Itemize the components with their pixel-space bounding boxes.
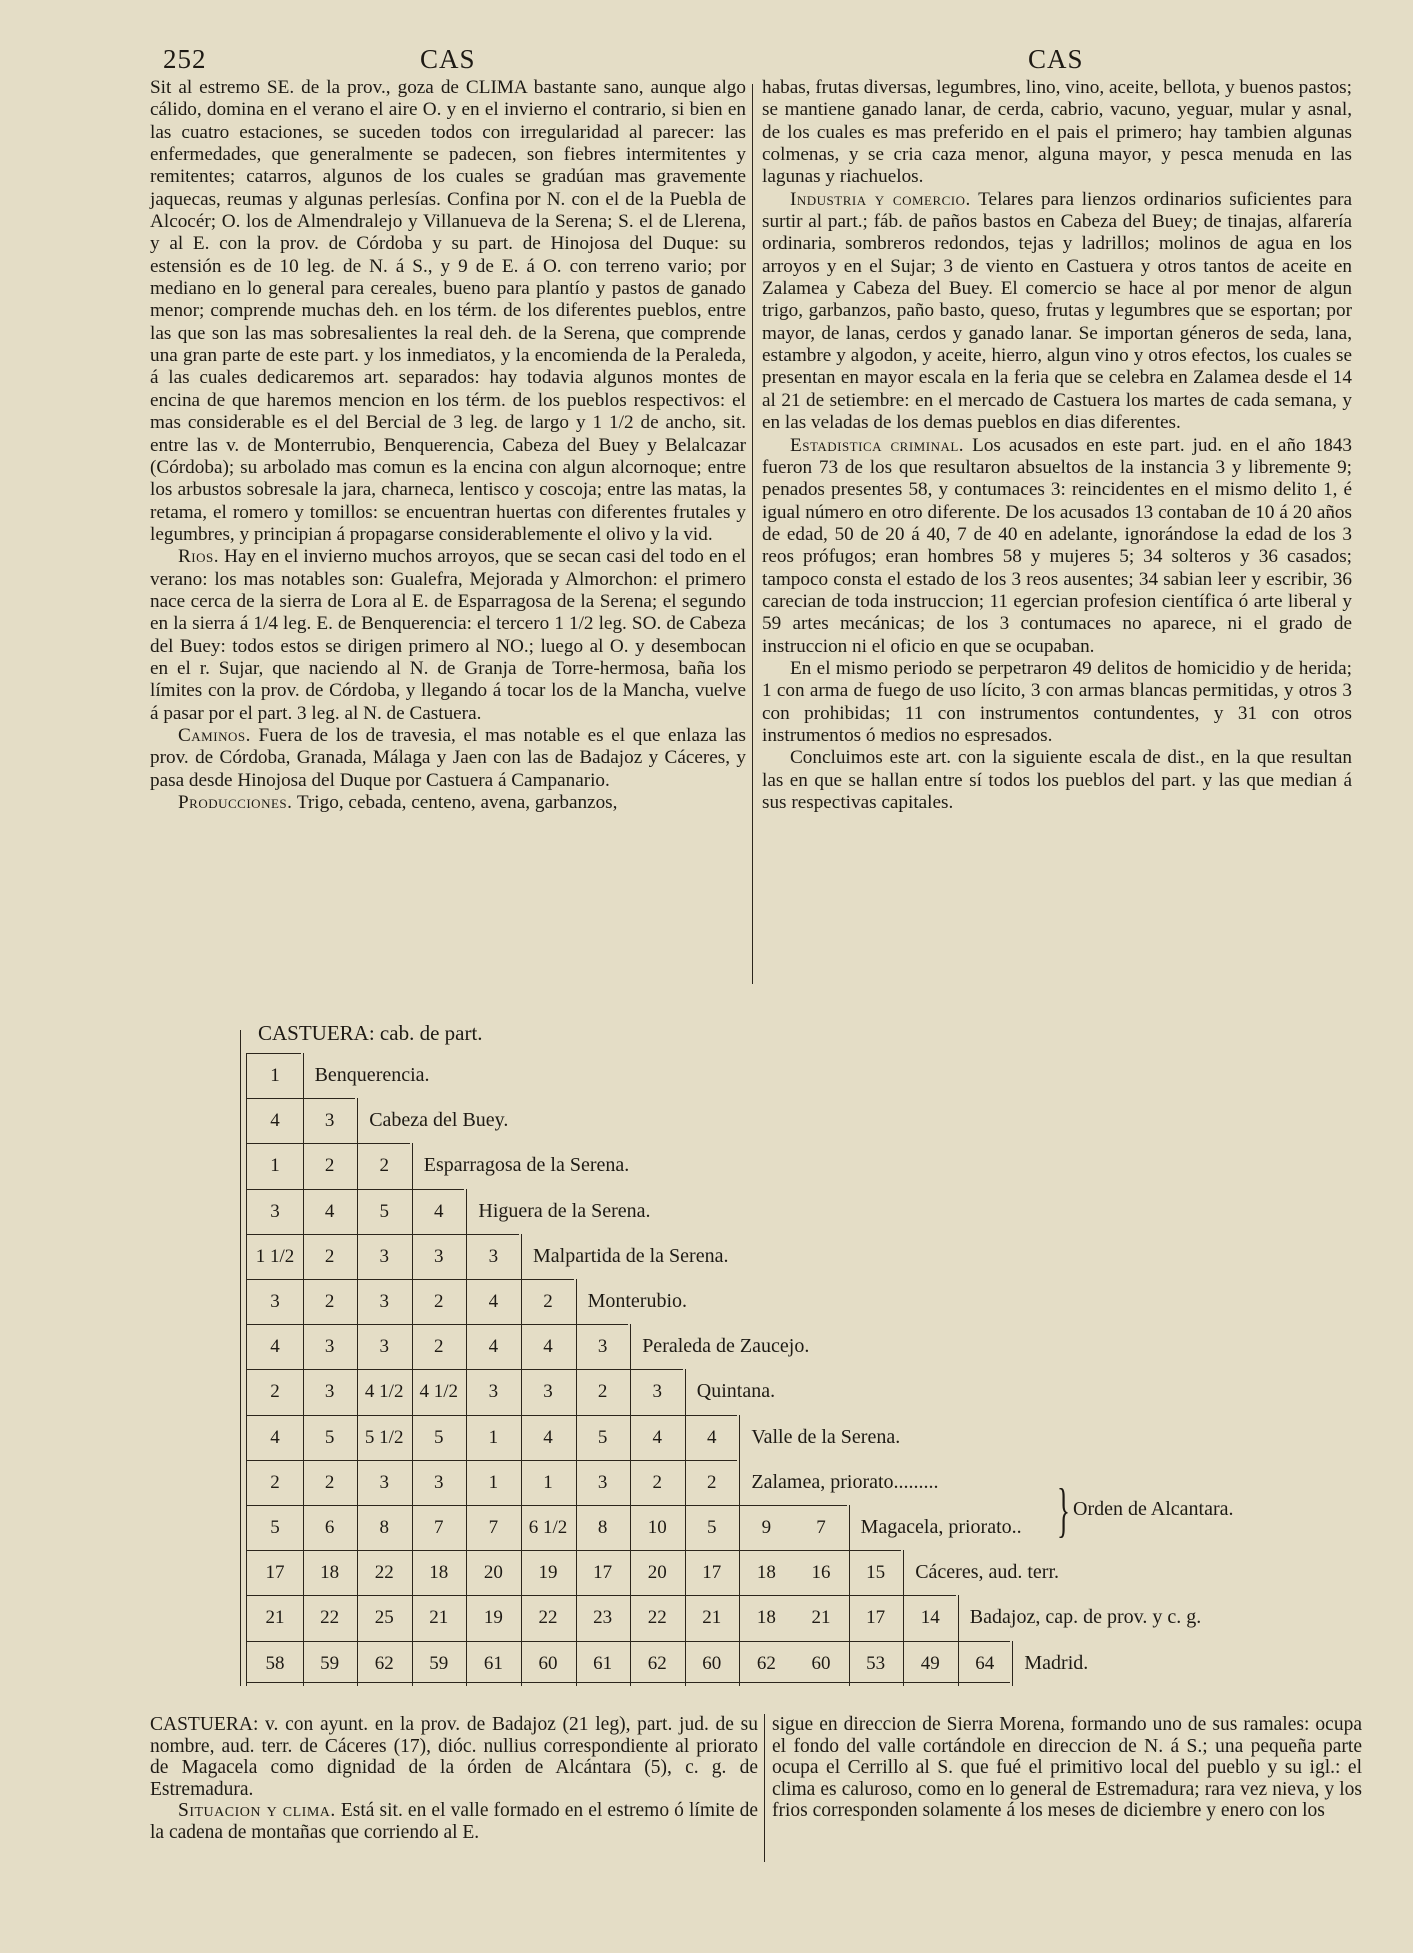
distance-cell: 2 (324, 1471, 335, 1493)
distance-cell: 2 (434, 1291, 444, 1312)
row-rule (246, 1415, 737, 1416)
table-bottom-rule (246, 1682, 1010, 1683)
distance-cell: 62 (647, 1652, 667, 1674)
distance-cell: 3 (324, 1336, 335, 1358)
castuera-headword: CASTUERA (150, 1714, 253, 1735)
step-rule (739, 1415, 740, 1686)
distance-cell: 5 (270, 1517, 280, 1538)
distance-cell: 18 (429, 1562, 449, 1584)
distance-cell: 60 (538, 1652, 558, 1674)
distance-cell: 22 (374, 1562, 394, 1584)
caminos-paragraph (150, 725, 746, 792)
town-name: Madrid. (1024, 1651, 1089, 1674)
distance-cell: 1 (270, 1065, 280, 1086)
row-rule (246, 1460, 737, 1461)
town-name: Valle de la Serena. (751, 1425, 901, 1448)
town-name: Peraleda de Zaucejo. (642, 1335, 810, 1358)
distance-cell: 4 (707, 1426, 717, 1448)
distance-cell: 19 (538, 1562, 558, 1584)
distance-cell: 1 1/2 (255, 1245, 295, 1267)
distance-cell: 3 (379, 1245, 389, 1267)
town-name: Malpartida de la Serena. (533, 1244, 729, 1267)
distance-cell: 7 (488, 1517, 499, 1538)
distance-cell: 2 (324, 1155, 335, 1177)
distance-cell: 3 (652, 1381, 662, 1403)
step-rule (1012, 1641, 1013, 1686)
town-name: Higuera de la Serena. (478, 1199, 651, 1222)
distance-cell: 6 (324, 1517, 335, 1538)
distance-cell: 3 (324, 1381, 335, 1403)
distance-cell: 3 (270, 1200, 280, 1222)
distance-cell: 22 (538, 1607, 558, 1629)
distance-cell: 18 (756, 1607, 776, 1629)
climate-paragraph: Sit al estremo SE. de la prov., goza de CLIMA bastante sano, aunque algo cálido, domina en el verano el aire O. y en el invierno el contrario, si bien en las cuatro estaciones, se suceden todos con irregularidad al parecer: las enfermedades, que generalmente se padecen, son fiebres intermitentes y remitentes; catarros, algunos de los cuales se gradúan mas gravemente jaquecas, reumas y algunas perlesías. Confina por N. con el de la Puebla de Alcocér; O. los de Almendralejo y Villanueva de la Serena; S. el de Llerena, y al E. con la prov. de Córdoba y su part. de Hinojosa del Duque: su estensión es de 10 leg. de N. á S., y 9 de E. á O. con terreno vario; por mediano en lo general para cereales, bueno para plantío y pastos de ganado menor; comprende muchas deh. en los térm. de los diferentes pueblos, entre las que son las mas sobresalientes la real deh. de la Serena, que comprende una gran parte de este part. y los inmediatos, y la encomienda de la Peraleda, á las cuales dedicaremos art. separados: hay todavia algunos montes de encina de que haremos mencion en los térm. de los pueblos respectivos: el mas considerable es el del Bercial de 3 leg. de largo y 1 1/2 de ancho, sit. entre las v. de Monterrubio, Benquerencia, Cabeza del Buey y Belalcazar (Córdoba); su arbolado mas comun es la encina con algun alcornoque; entre los arbustos sobresale la jara, charneca, lentisco y coscoja; entre las matas, la retama, el romero y tomillos: se encuentran huertas con diferentes frutales y legumbres, y principian á propagarse considerablemente el olivo y la vid. (150, 77, 746, 545)
distance-cell: 6 1/2 (528, 1517, 568, 1538)
distance-cell: 5 1/2 (364, 1426, 404, 1448)
distance-cell: 60 (702, 1652, 722, 1674)
distance-cell: 2 (379, 1155, 389, 1177)
distance-cell: 2 (652, 1471, 662, 1493)
distance-cell: 3 (379, 1291, 389, 1312)
situacion-label: Situacion y clima. (178, 1800, 336, 1822)
industria-text: Telares para lienzos ordinarios suficientes para surtir al part.; fáb. de paños bastos en Cabeza del Buey; de tinajas, alfarería ordinaria, sombreros redondos, tejas y ladrillos; molinos de agua en los arroyos y en el Sujar; 3 de viento en Castuera y otros tantos de aceite en Zalamea y Cabeza del Buey. El comercio se hace al por menor de algun trigo, garbanzos, paño basto, queso, frutas y legumbres que se esportan; por mayor, de lanas, cerdos y ganado lanar. Se importan géneros de seda, lana, estambre y algodon, y aceite, hierro, algun vino y otros efectos, los cuales se presentan en mayor escala en la feria que se celebra en Zalamea desde el 14 al 21 de setiembre: en el mercado de Castuera los martes de cada semana, y en las veladas de los demas pueblos en dias diferentes. (762, 188, 1352, 434)
distance-cell: 2 (324, 1245, 335, 1267)
distance-cell: 3 (270, 1291, 280, 1312)
running-head-right: CAS (1028, 44, 1084, 74)
distance-cell: 18 (756, 1562, 776, 1584)
distance-cell: 3 (434, 1245, 444, 1267)
right-column (762, 77, 1352, 814)
row-rule (246, 1505, 847, 1506)
bottom-column-divider (764, 1714, 765, 1862)
castuera-text: : v. con ayunt. en la prov. de Badajoz (21 leg), part. jud. de su nombre, aud. terr. de Cáceres (17), dióc. nullius correspondiente al priorato de Magacela como dignidad de la órden de Alcántara (5), c. g. de Estremadura. (150, 1714, 758, 1800)
distance-cell: 60 (811, 1652, 831, 1674)
distance-cell: 7 (816, 1517, 826, 1538)
distance-cell: 2 (434, 1336, 444, 1358)
distance-cell: 8 (597, 1517, 608, 1538)
distance-cell: 21 (702, 1607, 722, 1629)
town-name: Zalamea, priorato......... (751, 1470, 939, 1493)
distance-cell: 59 (320, 1652, 340, 1674)
distance-cell: 4 (543, 1426, 553, 1448)
distance-cell: 8 (379, 1517, 389, 1538)
distance-cell: 4 (324, 1200, 335, 1222)
distance-cell: 4 (270, 1110, 280, 1132)
distance-cell: 49 (920, 1652, 940, 1674)
town-name: Cabeza del Buey. (369, 1109, 509, 1132)
distance-cell: 4 (488, 1336, 499, 1358)
rios-paragraph (150, 546, 746, 725)
distance-cell: 16 (811, 1562, 831, 1584)
distance-cell: 22 (647, 1607, 667, 1629)
rios-text: Hay en el invierno muchos arroyos, que se secan casi del todo en el verano: los mas notables son: Gualefra, Mejorada y Almorchon: el primero nace cerca de la sierra de Lora al E. de Esparragosa de la Serena; el segundo en la sierra á 1/4 leg. E. de Benquerencia: el tercero 1 1/2 leg. SO. de Cabeza del Buey: todos estos se dirigen primero al NO.; luego al O. y desembocan en el r. Sujar, que naciendo al N. de Granja de Torre-hermosa, baña los límites con la prov. de Córdoba, y llegando á tocar los de la Mancha, vuelve á pasar por el part. 3 leg. al N. de Castuera. (150, 546, 746, 724)
distance-cell: 61 (483, 1652, 503, 1674)
estadistica-label: Estadistica criminal. (790, 434, 965, 456)
distance-cell: 4 (270, 1426, 280, 1448)
step-rule (303, 1053, 304, 1686)
bottom-right-column (772, 1714, 1362, 1822)
table-left-border (240, 1030, 241, 1686)
distance-cell: 3 (379, 1336, 389, 1358)
row-rule (246, 1324, 628, 1325)
town-name: Esparragosa de la Serena. (423, 1154, 630, 1177)
distance-cell: 2 (543, 1291, 553, 1312)
distance-cell: 4 1/2 (364, 1381, 404, 1403)
distance-cell: 1 (270, 1155, 280, 1177)
distance-cell: 3 (488, 1245, 499, 1267)
distance-cell: 18 (320, 1562, 340, 1584)
running-head-left: CAS (420, 44, 476, 74)
distance-cell: 10 (647, 1517, 667, 1538)
row-rule (246, 1595, 956, 1596)
distance-cell: 7 (434, 1517, 444, 1538)
row-rule (246, 1279, 574, 1280)
brace-symbol: } (1057, 1477, 1070, 1543)
step-rule (630, 1324, 631, 1686)
producciones-text: Trigo, cebada, centeno, avena, garbanzos, (296, 792, 618, 813)
distance-cell: 5 (379, 1200, 389, 1222)
row-rule (246, 1098, 355, 1099)
distance-cell: 1 (488, 1426, 499, 1448)
distance-cell: 25 (374, 1607, 394, 1629)
distance-cell: 62 (374, 1652, 394, 1674)
distance-cell: 17 (866, 1607, 886, 1629)
distance-cell: 4 (543, 1336, 553, 1358)
delitos-paragraph: En el mismo periodo se perpetraron 49 delitos de homicidio y de herida; 1 con arma de fuego de uso lícito, 3 con armas blancas permitidas, y otros 3 con prohibidas; 11 con instrumentos contundentes, y 31 con otros instrumentos ó medios no espresados. (762, 657, 1352, 746)
row-rule (246, 1550, 901, 1551)
column-divider (752, 84, 753, 984)
situacion-paragraph (150, 1800, 758, 1843)
row-rule (246, 1641, 1010, 1642)
distance-cell: 2 (270, 1381, 280, 1403)
step-rule (412, 1143, 413, 1685)
caminos-text: Fuera de los de travesia, el mas notable es el que enlaza las prov. de Córdoba, Granada, Málaga y Jaen con las de Badajoz y Cáceres, y pasa desde Hinojosa del Duque por Castuera á Campanario. (150, 724, 747, 791)
distance-cell: 9 (761, 1517, 772, 1538)
distance-cell: 4 (270, 1336, 280, 1358)
distance-cell: 20 (483, 1562, 503, 1584)
distance-cell: 64 (975, 1652, 995, 1674)
distance-cell: 17 (265, 1562, 285, 1584)
producciones-label: Producciones. (178, 792, 293, 813)
industria-paragraph (762, 189, 1352, 435)
distance-cell: 1 (543, 1471, 553, 1493)
distance-cell: 3 (597, 1471, 608, 1493)
distance-cell: 4 (434, 1200, 444, 1222)
town-name: Cáceres, aud. terr. (915, 1561, 1060, 1584)
distance-cell: 22 (320, 1607, 340, 1629)
table-left-border-inner (246, 1053, 247, 1686)
distance-cell: 5 (434, 1426, 444, 1448)
distance-cell: 2 (707, 1471, 717, 1493)
row-rule (246, 1143, 410, 1144)
distance-cell: 59 (429, 1652, 449, 1674)
town-name: Quintana. (696, 1380, 776, 1403)
estadistica-text: Los acusados en este part. jud. en el año 1843 fueron 73 de los que resultaron absueltos de la instancia 3 y libremente 9; penados presentes 58, y contumaces 3: reincidentes en el mismo delito 1, é igual número en otro diferente. De los acusados 13 contaban de 10 á 20 años de edad, 50 de 20 á 40, 7 de 40 en adelante, ignorándose la edad de los 3 reos prófugos; eran hombres 58 y mujeres 5; 34 solteros y 36 casados; tampoco consta el estado de los 3 reos ausentes; 34 sabian leer y escribir, 36 carecian de toda instruccion; 11 egercian profesion científica ó arte liberal y 59 artes mecánicas; de los 3 contumaces no aparece, ni el grado de instruccion ni el oficio en que se ocupaban. (762, 434, 1353, 657)
page-number: 252 (163, 44, 207, 74)
distance-cell: 14 (920, 1607, 940, 1629)
distance-cell: 53 (866, 1652, 886, 1674)
left-column (150, 77, 746, 814)
situacion-continued: sigue en direccion de Sierra Morena, formando uno de sus ramales: ocupa el fondo del valle cortándole en direccion de N. á S.; una pequeña parte ocupa el Cerrillo al S. que fué el primitivo local del pueblo y su igl.: el clima es caluroso, como en lo general de Estremadura; rara vez nieva, y los frios corresponden solamente á los meses de diciembre y enero con los (772, 1714, 1362, 1822)
distance-cell: 4 1/2 (419, 1381, 459, 1403)
distance-cell: 21 (811, 1607, 831, 1629)
row-rule (246, 1189, 464, 1190)
distance-cell: 23 (593, 1607, 613, 1629)
castuera-entry (150, 1714, 758, 1800)
distance-cell: 3 (543, 1381, 553, 1403)
town-name: Magacela, priorato.. (860, 1516, 1022, 1538)
producciones-continued: habas, frutas diversas, legumbres, lino, vino, aceite, bellota, y buenos pastos; se mantiene ganado lanar, de cerda, cabrio, vacuno, yeguar, mular y asnal, de los cuales es mas preferido en el pais el primero; hay tambien algunas colmenas, y se cria caza menor, alguna mayor, y pesca menuda en las lagunas y riachuelos. (762, 77, 1352, 188)
row-rule (246, 1234, 519, 1235)
town-name: Benquerencia. (314, 1064, 430, 1086)
town-name: Monterubio. (587, 1290, 688, 1312)
distance-cell: 5 (324, 1426, 335, 1448)
estadistica-paragraph (762, 435, 1352, 658)
distance-cell: 62 (756, 1652, 776, 1674)
row-rule (246, 1369, 683, 1370)
distance-cell: 3 (434, 1471, 444, 1493)
distance-cell: 15 (866, 1562, 886, 1584)
conclusion-paragraph: Concluimos este art. con la siguiente escala de dist., en la que resultan las en que se hallan entre sí todos los pueblos del part. y las que median á sus respectivas capitales. (762, 747, 1352, 813)
distance-cell: 2 (597, 1381, 608, 1403)
distance-cell: 17 (702, 1562, 722, 1584)
distance-cell: 4 (652, 1426, 662, 1448)
caminos-label: Caminos. (178, 724, 251, 746)
distance-cell: 17 (593, 1562, 613, 1584)
distance-cell: 20 (647, 1562, 667, 1584)
distance-cell: 2 (324, 1291, 335, 1312)
rios-label: Rios. (178, 546, 220, 568)
industria-label: Industria y comercio. (790, 188, 971, 210)
distance-cell: 5 (597, 1426, 608, 1448)
distance-cell: 2 (270, 1471, 280, 1493)
distance-cell: 58 (265, 1652, 285, 1674)
distance-cell: 21 (265, 1607, 285, 1629)
brace-label: Orden de Alcantara. (1073, 1498, 1234, 1520)
distance-cell: 21 (429, 1607, 449, 1629)
distance-cell: 3 (488, 1381, 499, 1403)
row-rule (246, 1053, 301, 1054)
distance-cell: 3 (379, 1471, 389, 1493)
distance-cell: 19 (483, 1607, 503, 1629)
distance-cell: 4 (488, 1291, 499, 1312)
distance-table-head: CASTUERA: cab. de part. (258, 1021, 483, 1045)
distance-cell: 3 (597, 1336, 608, 1358)
producciones-paragraph (150, 792, 746, 814)
town-name: Badajoz, cap. de prov. y c. g. (969, 1606, 1202, 1629)
bottom-left-column (150, 1714, 758, 1844)
distance-cell: 5 (707, 1517, 717, 1538)
distance-cell: 61 (593, 1652, 613, 1674)
situacion-text: Está sit. en el valle formado en el estremo ó límite de la cadena de montañas que corriendo al E. (150, 1800, 758, 1843)
distance-cell: 3 (324, 1110, 335, 1132)
distance-cell: 1 (488, 1471, 499, 1493)
